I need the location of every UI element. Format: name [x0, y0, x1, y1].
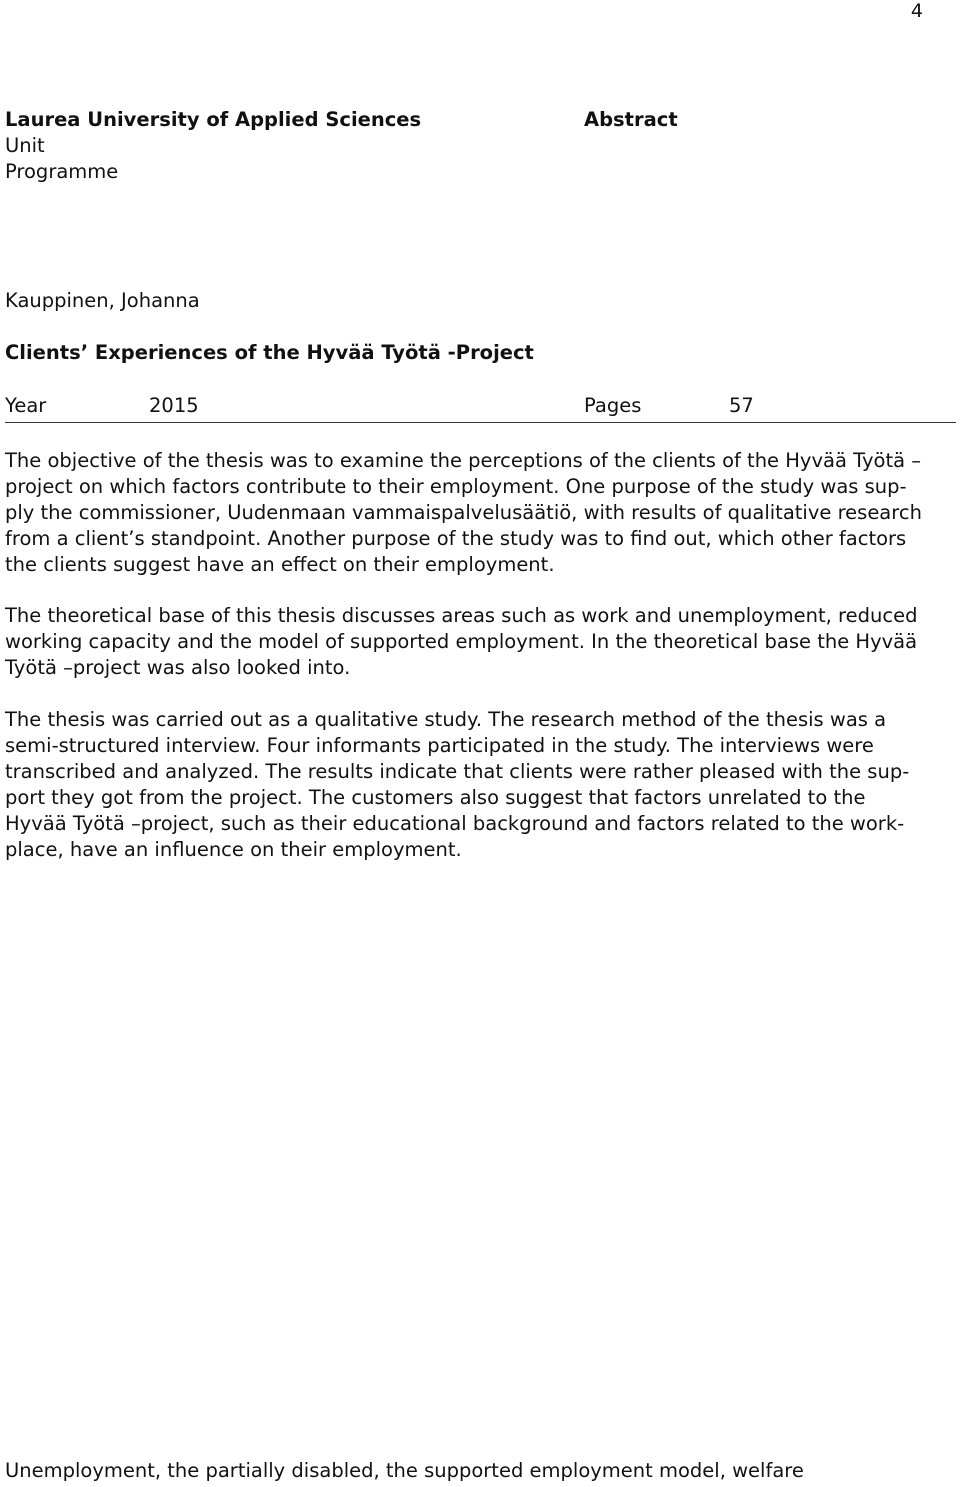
abstract-line: ply the commissioner, Uudenmaan vammaispalvelusäätiö, with results of qualitative research — [5, 501, 922, 524]
year-label: Year — [5, 394, 47, 417]
abstract-line: the clients suggest have an effect on their employment. — [5, 553, 555, 576]
metadata-row — [5, 393, 956, 423]
abstract-line: working capacity and the model of supported employment. In the theoretical base the Hyvää — [5, 630, 918, 653]
programme-label: Programme — [5, 160, 119, 183]
abstract-line: project on which factors contribute to their employment. One purpose of the study was sup- — [5, 475, 907, 498]
thesis-title: Clients’ Experiences of the Hyvää Työtä -Project — [5, 341, 534, 364]
abstract-line: transcribed and analyzed. The results indicate that clients were rather pleased with the sup- — [5, 760, 910, 783]
abstract-line: place, have an influence on their employment. — [5, 838, 462, 861]
abstract-line: Työtä –project was also looked into. — [5, 656, 351, 679]
institution-name: Laurea University of Applied Sciences — [5, 108, 422, 131]
abstract-line: The thesis was carried out as a qualitative study. The research method of the thesis was a — [5, 708, 887, 731]
keywords: Unemployment, the partially disabled, the supported employment model, welfare — [5, 1459, 804, 1482]
abstract-line: The theoretical base of this thesis discusses areas such as work and unemployment, reduced — [5, 604, 918, 627]
abstract-paragraph-2 — [5, 603, 950, 681]
pages-label: Pages — [584, 394, 642, 417]
abstract-line: from a client’s standpoint. Another purpose of the study was to find out, which other factors — [5, 527, 907, 550]
pages-value: 57 — [729, 394, 754, 417]
abstract-line: port they got from the project. The customers also suggest that factors unrelated to the — [5, 786, 866, 809]
abstract-line: Hyvää Työtä –project, such as their educational background and factors related to the work- — [5, 812, 905, 835]
abstract-line: semi-structured interview. Four informants participated in the study. The interviews were — [5, 734, 874, 757]
abstract-line: The objective of the thesis was to examine the perceptions of the clients of the Hyvää Työtä – — [5, 449, 921, 472]
page-number: 4 — [910, 0, 923, 22]
year-value: 2015 — [149, 394, 199, 417]
abstract-paragraph-1 — [5, 448, 950, 578]
document-type: Abstract — [584, 108, 678, 131]
author-name: Kauppinen, Johanna — [5, 289, 200, 312]
abstract-paragraph-3 — [5, 707, 950, 863]
unit-label: Unit — [5, 134, 45, 157]
